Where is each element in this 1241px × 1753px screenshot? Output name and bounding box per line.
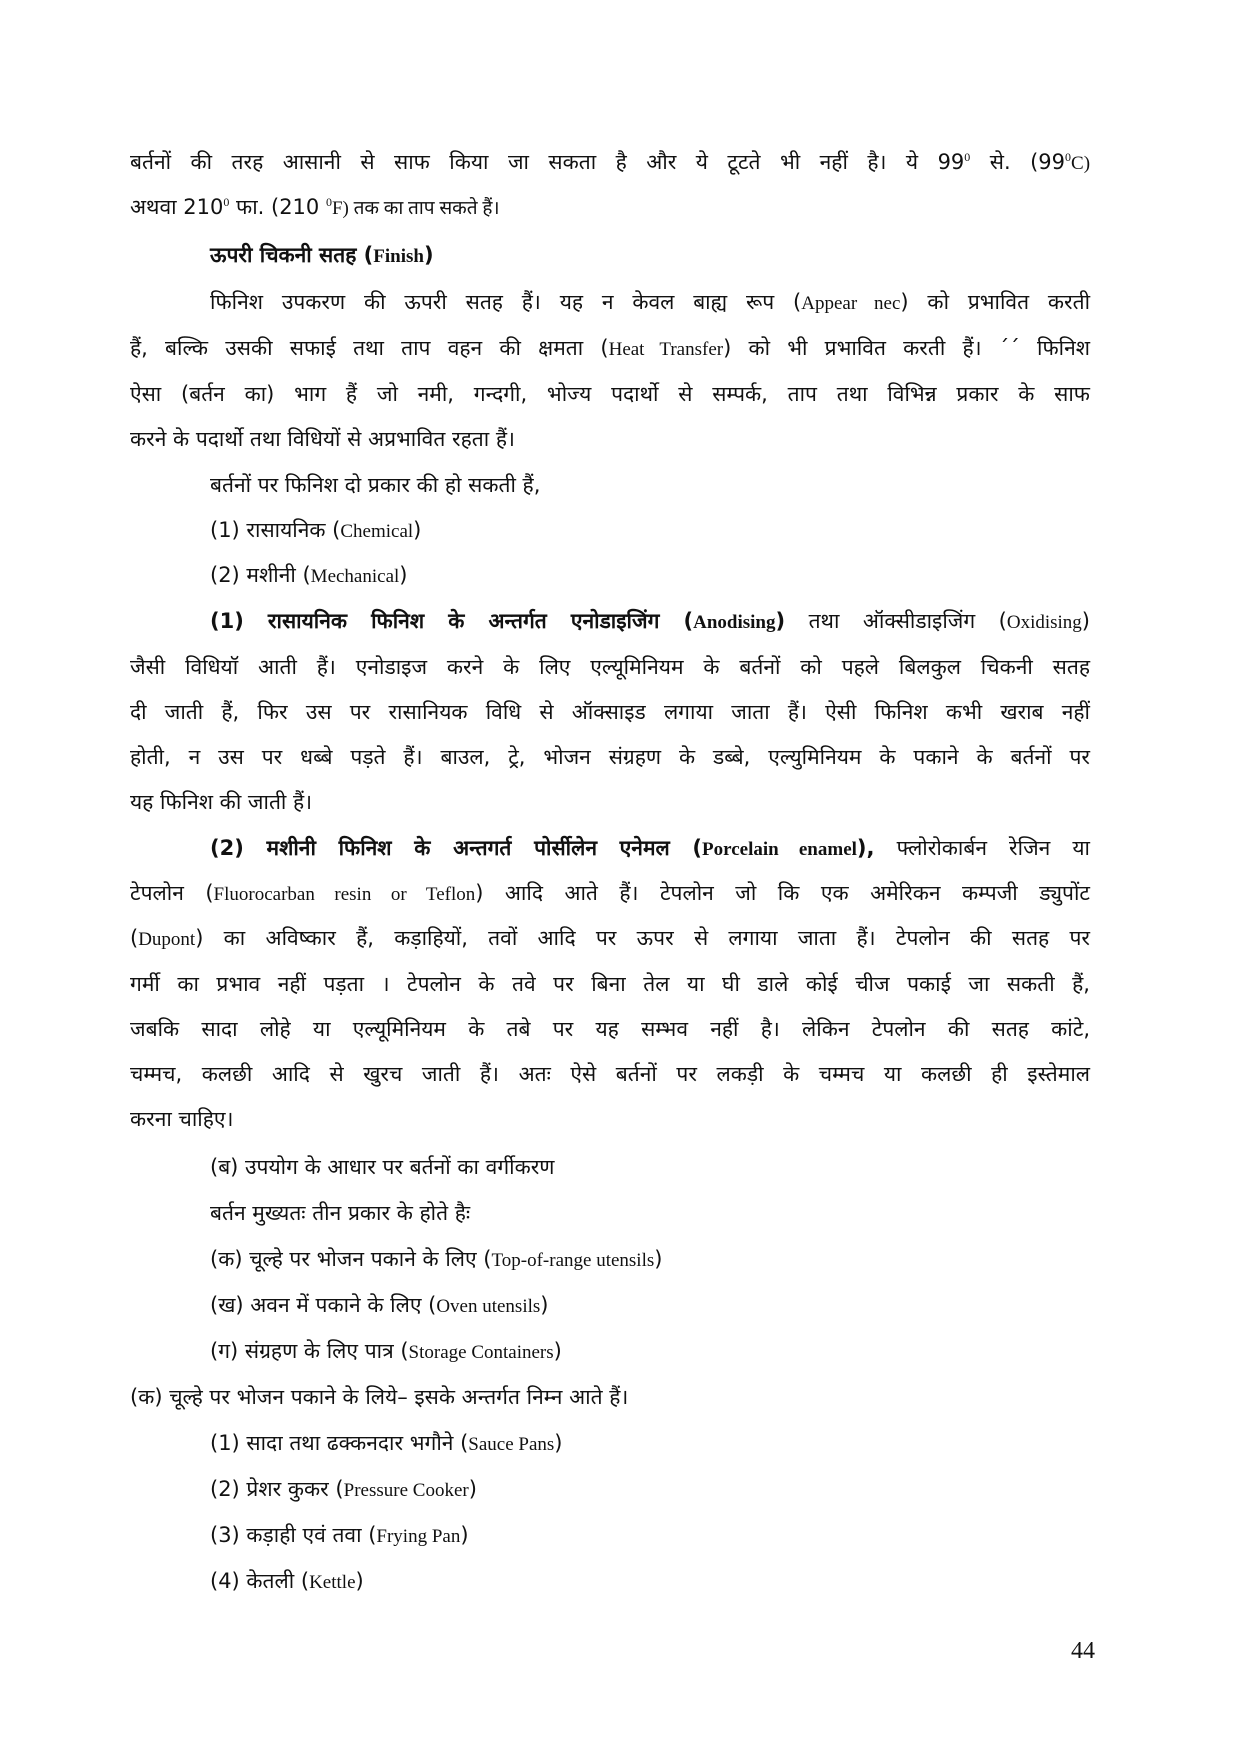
list-item: (1) सादा तथा ढक्कनदार भगौने (Sauce Pans) [210, 1431, 563, 1455]
text-line: (क) चूल्हे पर भोजन पकाने के लिये– इसके अन्तर्गत निम्न आते हैं। [130, 1385, 629, 1409]
text-line: गर्मी का प्रभाव नहीं पड़ता । टेपलोन के तवे पर बिना तेल या घी डाले कोई चीज पकाई जा सकती हैं, [130, 972, 1090, 996]
section-heading: ऊपरी चिकनी सतह (Finish) [210, 243, 434, 267]
text-line: ऐसा (बर्तन का) भाग हैं जो नमी, गन्दगी, भोज्य पदार्थो से सम्पर्क, ताप तथा विभिन्न प्रकार के साफ [130, 382, 1090, 406]
list-item: (3) कड़ाही एवं तवा (Frying Pan) [210, 1523, 469, 1547]
text-line: करना चाहिए। [130, 1107, 234, 1131]
text-line: (2) मशीनी फिनिश के अन्तगर्त पोर्सीलेन एनेमल (Porcelain enamel), फ्लोरोकार्बन रेजिन या [210, 836, 1090, 860]
text-line: (1) रासायनिक फिनिश के अन्तर्गत एनोडाइजिंग (Anodising) तथा ऑक्सीडाइजिंग (Oxidising) [210, 609, 1090, 633]
text-line: होती, न उस पर धब्बे पड़ते हैं। बाउल, ट्रे, भोजन संग्रहण के डब्बे, एल्युमिनियम के पकाने के बर्तनों पर [130, 745, 1090, 769]
text-line: चम्मच, कलछी आदि से खुरच जाती हैं। अतः ऐसे बर्तनों पर लकड़ी के चम्मच या कलछी ही इस्तेमाल [130, 1062, 1090, 1086]
list-item: (2) मशीनी (Mechanical) [210, 563, 408, 587]
text-line: जैसी विधियॉ आती हैं। एनोडाइज करने के लिए एल्यूमिनियम के बर्तनों को पहले बिलकुल चिकनी सतह [130, 655, 1090, 679]
text-line: फिनिश उपकरण की ऊपरी सतह हैं। यह न केवल बाह्य रूप (Appear nec) को प्रभावित करती [210, 290, 1091, 314]
text-line: टेपलोन (Fluorocarban resin or Teflon) आदि आते हैं। टेपलोन जो कि एक अमेरिकन कम्पजी ड्युपोंट [130, 881, 1090, 905]
text-line: बर्तनों की तरह आसानी से साफ किया जा सकता है और ये टूटते भी नहीं है। ये $99^0$ से. $(99^0C)$ [130, 150, 1091, 174]
list-item: (ख) अवन में पकाने के लिए (Oven utensils) [210, 1293, 549, 1317]
text-line: अथवा $210^0$ फा. (210 $^0$F) तक का ताप सकते हैं। [130, 195, 500, 219]
text-line: (Dupont) का अविष्कार हैं, कड़ाहियों, तवों आदि पर ऊपर से लगाया जाता हैं। टेपलोन की सतह पर [130, 926, 1090, 950]
text-line: करने के पदार्थो तथा विधियों से अप्रभावित रहता हैं। [130, 427, 515, 451]
list-item: (4) केतली (Kettle) [210, 1569, 364, 1593]
text-line: बर्तन मुख्यतः तीन प्रकार के होते हैः [210, 1201, 471, 1225]
text-line: जबकि सादा लोहे या एल्यूमिनियम के तबे पर यह सम्भव नहीं है। लेकिन टेपलोन की सतह कांटे, [130, 1017, 1090, 1041]
text-line: यह फिनिश की जाती हैं। [130, 790, 313, 814]
list-item: (2) प्रेशर कुकर (Pressure Cooker) [210, 1477, 477, 1501]
list-item: (1) रासायनिक (Chemical) [210, 518, 422, 542]
text-line: दी जाती हैं, फिर उस पर रासानियक विधि से ऑक्साइड लगाया जाता हैं। ऐसी फिनिश कभी खराब नहीं [130, 700, 1090, 724]
text-line: बर्तनों पर फिनिश दो प्रकार की हो सकती हैं, [210, 473, 541, 497]
text-line: हैं, बल्कि उसकी सफाई तथा ताप वहन की क्षमता (Heat Transfer) को भी प्रभावित करती हैं। ´´ फिनिश [130, 336, 1091, 360]
sub-heading: (ब) उपयोग के आधार पर बर्तनों का वर्गीकरण [210, 1155, 555, 1179]
page-number: 44 [1071, 1638, 1095, 1664]
list-item: (क) चूल्हे पर भोजन पकाने के लिए (Top-of-range utensils) [210, 1247, 663, 1271]
list-item: (ग) संग्रहण के लिए पात्र (Storage Containers) [210, 1339, 562, 1363]
